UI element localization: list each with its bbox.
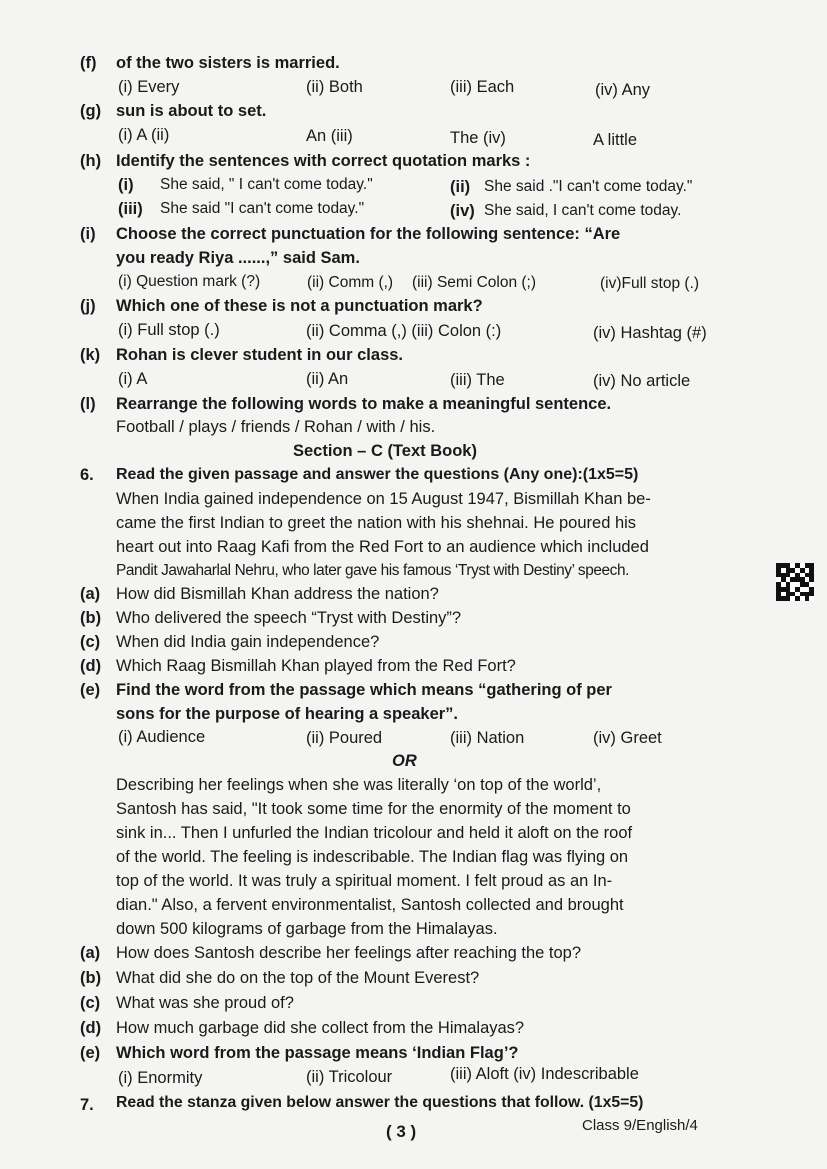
q-l-label: (l) bbox=[80, 395, 96, 413]
q-i-opt-3: (iii) Semi Colon (;) bbox=[412, 274, 537, 291]
passage-2-line: top of the world. It was truly a spiritual moment. I felt proud as an In- bbox=[116, 872, 613, 890]
q-f-opt-1: (i) Every bbox=[118, 78, 180, 96]
q6e-text-1: Find the word from the passage which means “gathering of per bbox=[116, 681, 612, 699]
q-l-words: Football / plays / friends / Rohan / with / his. bbox=[116, 418, 436, 436]
q6d-label: (d) bbox=[80, 657, 102, 675]
q6-alt-e-label: (e) bbox=[80, 1044, 101, 1062]
q6c-label: (c) bbox=[80, 633, 101, 651]
q-k-opt-2: (ii) An bbox=[306, 370, 349, 388]
q-h-o1-label: (i) bbox=[118, 176, 134, 194]
q-k-opt-3: (iii) The bbox=[450, 371, 505, 389]
q6d-text: Which Raag Bismillah Khan played from the Red Fort? bbox=[116, 657, 516, 675]
passage-2-line: down 500 kilograms of garbage from the Himalayas. bbox=[116, 920, 498, 938]
q6e-opt-2: (ii) Poured bbox=[306, 729, 383, 747]
q6e-opt-1: (i) Audience bbox=[118, 728, 206, 746]
q-j-opt-3: (iv) Hashtag (#) bbox=[593, 324, 707, 342]
q-f-opt-3: (iii) Each bbox=[450, 78, 515, 96]
q-h-o3-label: (iii) bbox=[118, 200, 143, 218]
q-g-opt-1: (i) A (ii) bbox=[118, 126, 170, 144]
section-c-heading: Section – C (Text Book) bbox=[293, 442, 477, 460]
q6-alt-d-text: How much garbage did she collect from the Himalayas? bbox=[116, 1019, 525, 1037]
q-g-label: (g) bbox=[80, 102, 102, 120]
q6-alt-d-label: (d) bbox=[80, 1019, 102, 1037]
q-j-label: (j) bbox=[80, 297, 96, 315]
q6a-text: How did Bismillah Khan address the nation? bbox=[116, 585, 439, 603]
passage-1-line: Pandit Jawaharlal Nehru, who later gave his famous ‘Tryst with Destiny’ speech. bbox=[116, 562, 630, 579]
q7-text: Read the stanza given below answer the questions that follow. (1x5=5) bbox=[116, 1094, 644, 1111]
q-h-o4-label: (iv) bbox=[450, 202, 475, 220]
q-i-text-1: Choose the correct punctuation for the following sentence: “Are bbox=[116, 225, 621, 243]
passage-2-line: of the world. The feeling is indescribable. The Indian flag was flying on bbox=[116, 848, 629, 866]
q-h-text: Identify the sentences with correct quotation marks : bbox=[116, 152, 531, 170]
class-subject-code: Class 9/English/4 bbox=[582, 1117, 698, 1134]
q6e-opt-3: (iii) Nation bbox=[450, 729, 525, 747]
page-number: ( 3 ) bbox=[386, 1122, 417, 1141]
q6a-label: (a) bbox=[80, 585, 101, 603]
q6e-text-2: sons for the purpose of hearing a speaker”. bbox=[116, 705, 458, 723]
q-j-opt-1: (i) Full stop (.) bbox=[118, 321, 220, 339]
q-k-opt-4: (iv) No article bbox=[593, 372, 691, 390]
passage-2-line: dian." Also, a fervent environmentalist, Santosh collected and brought bbox=[116, 896, 624, 914]
q-g-opt-3: The (iv) bbox=[450, 129, 506, 147]
q6b-label: (b) bbox=[80, 609, 102, 627]
q-i-opt-4: (iv)Full stop (.) bbox=[600, 275, 700, 292]
q-i-label: (i) bbox=[80, 225, 96, 243]
q-i-opt-1: (i) Question mark (?) bbox=[118, 273, 261, 290]
q-f-label: (f) bbox=[80, 54, 97, 72]
q6-alt-e-opt-3: (iii) Aloft (iv) Indescribable bbox=[450, 1065, 639, 1083]
q-h-o4: She said, I can't come today. bbox=[484, 202, 682, 219]
passage-1-line: When India gained independence on 15 August 1947, Bismillah Khan be- bbox=[116, 490, 651, 508]
q6-alt-a-text: How does Santosh describe her feelings after reaching the top? bbox=[116, 944, 582, 962]
q-g-opt-4: A little bbox=[593, 131, 638, 149]
or-separator: OR bbox=[392, 752, 417, 770]
q6-alt-e-text: Which word from the passage means ‘Indian Flag’? bbox=[116, 1044, 519, 1062]
q6e-label: (e) bbox=[80, 681, 101, 699]
q6-alt-c-text: What was she proud of? bbox=[116, 994, 294, 1012]
q-k-text: Rohan is clever student in our class. bbox=[116, 346, 404, 364]
passage-2-line: sink in... Then I unfurled the Indian tricolour and held it aloft on the roof bbox=[116, 824, 633, 842]
q-k-opt-1: (i) A bbox=[118, 370, 148, 388]
q7-number: 7. bbox=[80, 1096, 94, 1114]
q6-number: 6. bbox=[80, 466, 94, 484]
q-f-opt-2: (ii) Both bbox=[306, 78, 363, 96]
q6-alt-a-label: (a) bbox=[80, 944, 101, 962]
q-h-o1: She said, " I can't come today." bbox=[160, 176, 373, 193]
q6-alt-b-label: (b) bbox=[80, 969, 102, 987]
q6-alt-b-text: What did she do on the top of the Mount Everest? bbox=[116, 969, 480, 987]
passage-2-line: Santosh has said, "It took some time for the enormity of the moment to bbox=[116, 800, 631, 818]
q-f-text: of the two sisters is married. bbox=[116, 54, 340, 72]
q6-heading: Read the given passage and answer the questions (Any one):(1x5=5) bbox=[116, 466, 639, 483]
q-k-label: (k) bbox=[80, 346, 101, 364]
passage-1-line: came the first Indian to greet the nation with his shehnai. He poured his bbox=[116, 514, 637, 532]
q6c-text: When did India gain independence? bbox=[116, 633, 380, 651]
q-g-opt-2: An (iii) bbox=[306, 127, 353, 145]
q6-alt-e-opt-2: (ii) Tricolour bbox=[306, 1068, 393, 1086]
q-f-opt-4: (iv) Any bbox=[595, 81, 651, 99]
q6b-text: Who delivered the speech “Tryst with Destiny”? bbox=[116, 609, 462, 627]
q-h-o2: She said ."I can't come today." bbox=[484, 178, 693, 195]
q6e-opt-4: (iv) Greet bbox=[593, 729, 662, 747]
q-j-opt-2: (ii) Comma (,) (iii) Colon (:) bbox=[306, 322, 502, 340]
q6-alt-e-opt-1: (i) Enormity bbox=[118, 1069, 203, 1087]
q6-alt-c-label: (c) bbox=[80, 994, 101, 1012]
passage-2-line: Describing her feelings when she was literally ‘on top of the world’, bbox=[116, 776, 602, 794]
q-h-label: (h) bbox=[80, 152, 102, 170]
q-j-text: Which one of these is not a punctuation mark? bbox=[116, 297, 483, 315]
q-h-o2-label: (ii) bbox=[450, 178, 471, 196]
q-g-text: sun is about to set. bbox=[116, 102, 267, 120]
passage-1-line: heart out into Raag Kafi from the Red Fort to an audience which included bbox=[116, 538, 649, 556]
q-h-o3: She said "I can't come today." bbox=[160, 200, 365, 217]
qr-code-icon bbox=[776, 563, 814, 601]
q-i-text-2: you ready Riya ......,” said Sam. bbox=[116, 249, 360, 267]
q-i-opt-2: (ii) Comm (,) bbox=[307, 274, 394, 291]
q-l-text: Rearrange the following words to make a meaningful sentence. bbox=[116, 395, 612, 413]
